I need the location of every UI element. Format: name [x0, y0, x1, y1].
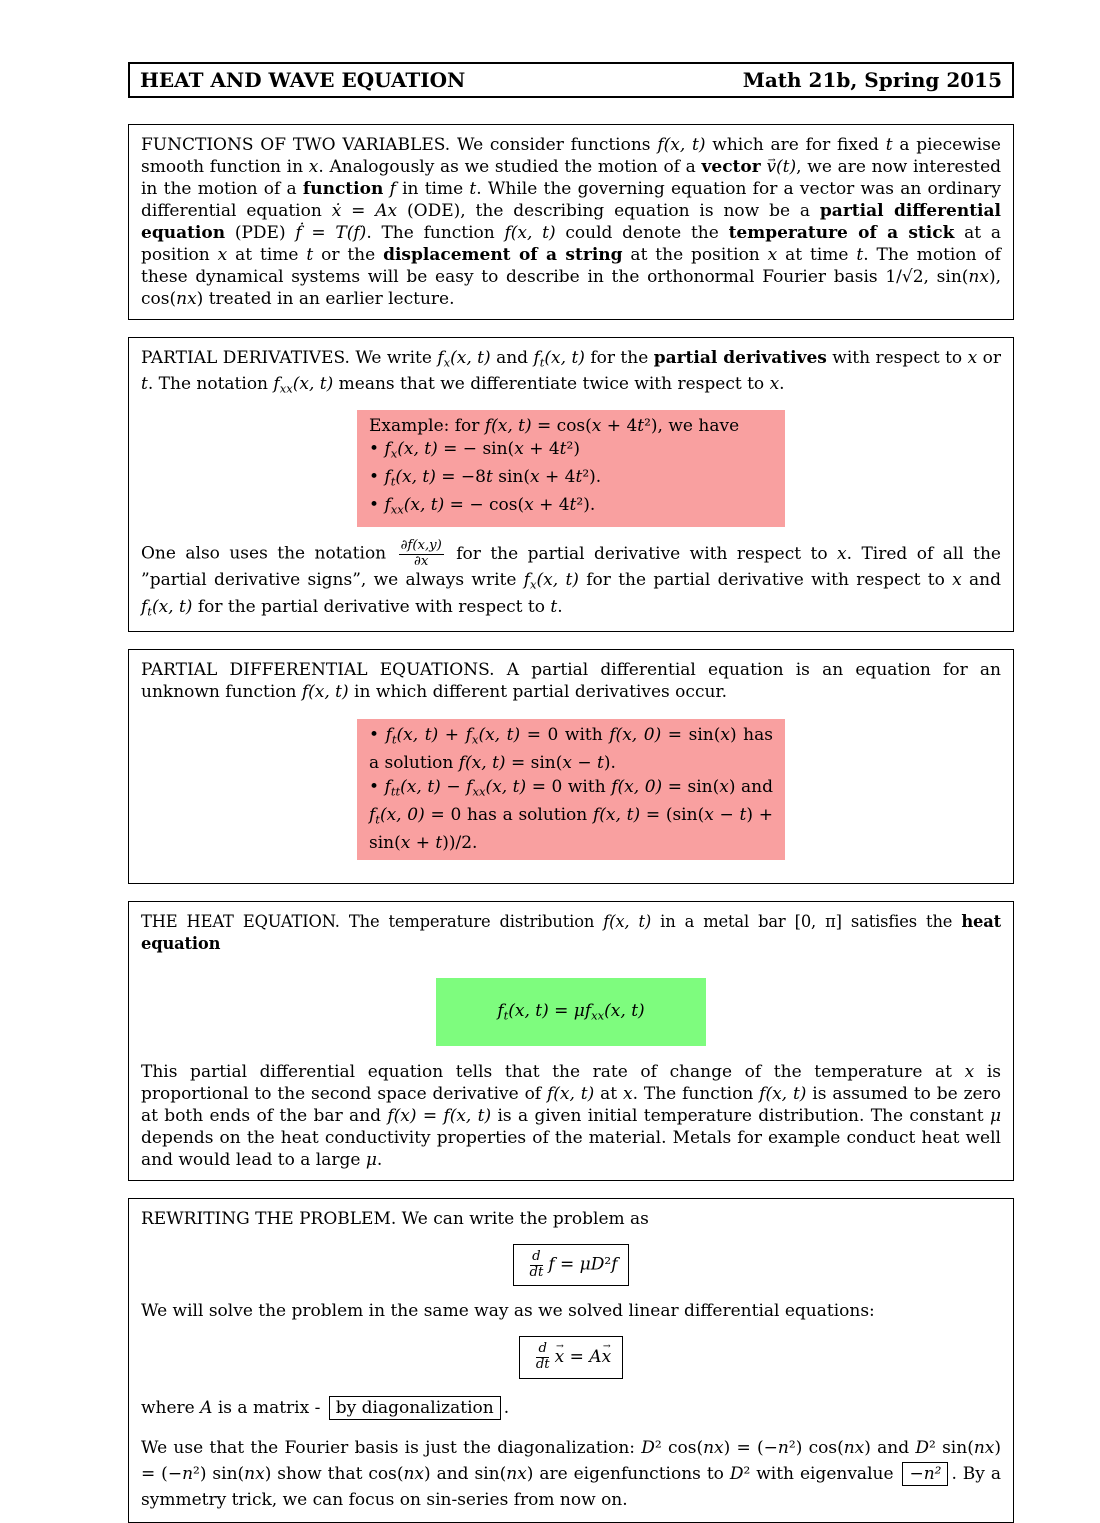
text-run: D	[729, 1463, 744, 1484]
fraction	[534, 1342, 552, 1372]
text-run: by diagonalization	[329, 1396, 501, 1420]
boxed-equation-ddt-x	[519, 1336, 623, 1378]
text-run: t	[141, 374, 148, 395]
text-run: x	[308, 157, 319, 177]
fraction-numerator: ∂f(x,y)	[400, 538, 442, 554]
text-run: (x, t)	[536, 570, 579, 591]
text-run: nx	[244, 1463, 265, 1484]
text-run: x + t	[400, 832, 443, 853]
text-run: x	[443, 355, 451, 370]
text-run: f(x, 0)	[609, 725, 662, 746]
text-run: t	[486, 467, 493, 488]
text-run: x − t	[704, 804, 747, 825]
text-run: We use that the Fourier basis is just the diagonalization:	[141, 1437, 642, 1458]
fraction-denominator: dt	[529, 1264, 544, 1280]
text-run: in which different partial derivatives occur.	[348, 682, 728, 703]
text-run: (x, t)	[151, 596, 193, 617]
page-content	[128, 62, 1014, 1523]
paragraph	[141, 1300, 1001, 1322]
text-run: . Tired of all the ”partial derivative signs”, we always write	[141, 543, 1001, 591]
text-run: This partial differential equation tells that the rate of change of the temperature at	[141, 1062, 965, 1083]
text-run: n	[777, 1437, 789, 1458]
text-run: x	[769, 374, 780, 395]
text-run: ẋ = Ax	[331, 201, 398, 221]
text-run: could denote the	[555, 223, 729, 243]
text-run: xx	[591, 1008, 605, 1023]
text-run: (x, t)	[395, 467, 436, 488]
text-run: nx	[703, 1437, 724, 1458]
text-run: t	[559, 439, 567, 460]
text-run: x	[390, 446, 398, 461]
text-run: x →	[602, 1347, 612, 1367]
text-run: = sin(	[505, 753, 563, 774]
text-run: at time	[227, 245, 307, 265]
example-line	[369, 724, 773, 775]
text-run: partial differential equation	[141, 201, 1001, 243]
fraction-denominator: ∂x	[414, 553, 429, 569]
text-run: f(x, t)	[592, 804, 641, 825]
text-run: ) and	[728, 776, 773, 797]
text-run: x	[837, 543, 847, 564]
text-run: (x, t)	[292, 374, 334, 395]
text-run: μ	[365, 1150, 377, 1171]
text-run: ²)	[566, 439, 580, 460]
text-run: = cos(	[531, 415, 592, 436]
text-run: x	[719, 776, 729, 797]
text-run: = − cos(	[444, 495, 525, 516]
text-run: x	[530, 467, 540, 488]
paragraph	[141, 539, 1001, 622]
fraction-numerator: d	[532, 1249, 541, 1265]
text-run: f	[369, 804, 376, 825]
text-run: •	[369, 439, 385, 460]
example-box-derivatives	[357, 410, 785, 527]
paragraph	[141, 1435, 1001, 1513]
text-run: ²	[604, 1254, 612, 1275]
text-run: .	[557, 596, 563, 617]
text-run: f	[389, 179, 396, 199]
paragraph	[141, 1208, 1001, 1230]
text-run: for the partial derivative with respect to	[192, 596, 551, 617]
text-run: which are for fixed	[705, 135, 886, 155]
text-run: f(x) = f(x, t)	[387, 1106, 492, 1127]
text-run: ) sin(	[199, 1463, 245, 1484]
text-run: for the partial derivative with respect to	[446, 543, 838, 564]
text-run: function	[302, 179, 384, 199]
text-run: + 4	[523, 439, 560, 460]
text-run: with respect to	[826, 348, 968, 368]
text-run: •	[369, 725, 386, 746]
text-run: or the	[313, 245, 384, 265]
text-run: ²	[788, 1437, 796, 1458]
text-run: and	[490, 348, 534, 368]
text-run: t	[637, 415, 645, 436]
section-heat-equation	[128, 901, 1014, 1181]
text-run: t	[575, 467, 583, 488]
text-run: ) = (−	[723, 1437, 778, 1458]
text-run: f	[141, 596, 148, 617]
text-run: (x, t)	[403, 495, 445, 516]
text-run: =	[554, 1254, 580, 1275]
text-run: ), cos(	[141, 267, 1001, 309]
text-run: t	[375, 812, 380, 827]
text-run: f	[533, 348, 540, 368]
text-run: = 0 with	[526, 776, 612, 797]
text-run: (x, t)	[478, 725, 521, 746]
text-run: for the partial derivative with respect to	[578, 570, 953, 591]
heat-equation-highlight	[436, 978, 706, 1046]
heat-equation-formula	[497, 1001, 644, 1022]
text-run: ) + sin(	[369, 804, 773, 853]
text-run: x	[524, 495, 534, 516]
fraction-numerator: d	[538, 1341, 547, 1357]
paragraph	[141, 911, 1001, 955]
text-run: xx	[390, 502, 404, 517]
text-run: x	[964, 1062, 975, 1083]
example-line	[369, 415, 773, 439]
text-run: f(x, t)	[759, 1084, 807, 1105]
text-run: t	[147, 604, 152, 619]
text-run: . The function	[632, 1084, 760, 1105]
text-run: t	[885, 135, 893, 155]
text-run: nx	[403, 1463, 425, 1484]
text-run: f	[437, 348, 444, 368]
text-run: •	[369, 467, 385, 488]
text-run: nx	[968, 267, 989, 287]
display-equation-row	[141, 1336, 1001, 1378]
text-run: f(x, t)	[504, 223, 556, 243]
section-partial-derivatives	[128, 337, 1014, 632]
section-functions-of-two-variables	[128, 124, 1014, 320]
text-run: ²	[929, 1437, 936, 1458]
paragraph	[141, 1395, 1001, 1421]
text-run: ) show that cos(	[264, 1463, 404, 1484]
text-run: . The motion of these dynamical systems will be easy to describe in the orthonormal Fourier basis 1/√2, sin(	[141, 245, 1001, 287]
text-run: (t)	[776, 157, 797, 177]
text-run: (x, t)	[604, 1001, 645, 1022]
text-run: x	[514, 439, 524, 460]
text-run: ²).	[576, 495, 596, 516]
text-run: sin(	[935, 1437, 974, 1458]
text-run: A	[200, 1397, 213, 1418]
text-run: x	[952, 570, 962, 591]
text-run: (x, 0)	[379, 804, 425, 825]
text-run: ))/2.	[442, 832, 478, 853]
text-run: . Analogously as we studied the motion of a	[318, 157, 702, 177]
text-run: nx	[176, 289, 197, 309]
text-run: t	[503, 1008, 509, 1023]
text-run: vector	[701, 157, 761, 177]
fraction	[399, 539, 444, 569]
example-line	[369, 494, 773, 522]
text-run: ²	[193, 1463, 200, 1484]
paragraph	[141, 1061, 1001, 1171]
equation-body	[548, 1255, 617, 1275]
text-run: = sin(	[662, 776, 720, 797]
text-run: ).	[603, 753, 616, 774]
text-run: = 0 has a solution	[424, 804, 593, 825]
text-run: x	[217, 245, 228, 265]
text-run: (x, t)	[544, 348, 585, 368]
text-run: One also uses the notation	[141, 543, 396, 564]
text-run: x	[967, 348, 978, 368]
text-run: ) and sin(	[424, 1463, 507, 1484]
text-run: t	[539, 355, 545, 370]
text-run: + 4	[539, 467, 576, 488]
text-run: ²).	[582, 467, 602, 488]
text-run: for the	[584, 348, 654, 368]
text-run: is a given initial temperature distribution. The constant	[491, 1106, 990, 1127]
text-run: ²	[654, 1437, 662, 1458]
text-run: D	[641, 1437, 655, 1458]
text-run: (ODE), the describing equation is now be a	[397, 201, 820, 221]
text-run: f(x, t)	[547, 1084, 595, 1105]
text-run: f	[523, 570, 531, 591]
text-run: We will solve the problem in the same way as we solved linear differential equations:	[141, 1301, 875, 1322]
text-run: μD	[579, 1254, 605, 1275]
text-run: temperature of a stick	[728, 223, 955, 243]
text-run: =	[564, 1346, 590, 1367]
text-run: and	[961, 570, 1001, 591]
text-run: . The function	[366, 223, 505, 243]
text-run: REWRITING THE PROBLEM. We can write the problem as	[141, 1209, 649, 1230]
text-run: PARTIAL DIFFERENTIAL EQUATIONS. A partial differential equation is an equation for an unknown function	[141, 660, 1001, 703]
boxed-equation-ddt-f	[513, 1244, 630, 1286]
example-line	[369, 438, 773, 466]
text-run: ) = (−	[141, 1437, 1002, 1484]
text-run: at a position	[141, 223, 1001, 265]
paragraph	[141, 659, 1001, 703]
text-run: A	[589, 1346, 602, 1367]
document-title: HEAT AND WAVE EQUATION	[140, 68, 466, 92]
text-run: x	[530, 577, 537, 592]
text-run: D	[915, 1437, 929, 1458]
text-run: f(x, t)	[603, 912, 652, 932]
text-run: ) and	[864, 1437, 916, 1458]
text-run: ) are eigenfunctions to	[526, 1463, 730, 1484]
text-run: = − sin(	[437, 439, 515, 460]
text-run: tt	[390, 784, 401, 799]
text-run: ) cos(	[795, 1437, 844, 1458]
text-run: cos(	[661, 1437, 704, 1458]
text-run: (x, t)	[485, 776, 527, 797]
text-run: v →	[766, 156, 776, 178]
text-run: f	[384, 495, 391, 516]
text-run: . The notation	[147, 374, 274, 395]
text-run: at the position	[622, 245, 768, 265]
text-run: .	[376, 1150, 383, 1171]
text-run: (x, t) + f	[396, 725, 472, 746]
text-segment	[141, 544, 396, 564]
text-run: x	[623, 1084, 633, 1105]
text-run: x	[471, 732, 479, 747]
text-run: a piecewise smooth function in	[141, 135, 1001, 177]
text-run: •	[369, 776, 385, 797]
header-box	[128, 62, 1014, 98]
text-run: −n²	[902, 1462, 948, 1486]
text-run: f(x, 0)	[611, 776, 663, 797]
text-run: (x, t) = μf	[508, 1001, 592, 1022]
text-run: with eigenvalue	[750, 1463, 900, 1484]
text-run: t	[390, 474, 396, 489]
text-run: or	[977, 348, 1001, 368]
text-run: (PDE)	[225, 223, 296, 243]
text-run: μ	[989, 1106, 1001, 1127]
text-run: = (sin(	[640, 804, 705, 825]
text-run: where	[141, 1397, 201, 1418]
text-run: x	[591, 415, 602, 436]
text-run: xx	[472, 784, 486, 799]
text-run: f	[497, 1001, 504, 1022]
text-run: Example: for	[369, 415, 485, 436]
text-run: n	[182, 1463, 194, 1484]
section-partial-differential-equations	[128, 649, 1014, 884]
text-run: f	[611, 1254, 618, 1275]
text-run: f	[384, 467, 391, 488]
text-run: is a matrix -	[212, 1397, 326, 1418]
text-run: f	[384, 776, 391, 797]
text-run: t	[550, 596, 558, 617]
text-run: THE HEAT EQUATION. The temperature distribution	[141, 912, 604, 932]
example-line	[369, 466, 773, 494]
text-run: nx	[506, 1463, 527, 1484]
paragraph	[141, 134, 1001, 310]
text-run: . While the governing equation for a vector was an ordinary differential equation	[141, 179, 1002, 221]
text-run: f	[385, 725, 392, 746]
fraction-denominator: dt	[535, 1356, 550, 1372]
display-equation-row	[141, 1244, 1001, 1286]
text-run: ḟ = T(f)	[295, 223, 367, 243]
text-run: t	[306, 245, 314, 265]
text-run: (x, t)	[397, 439, 438, 460]
text-run: ²	[743, 1463, 751, 1484]
text-run: . By a symmetry trick, we can focus on sin-series from now on.	[141, 1463, 1001, 1510]
fraction	[528, 1250, 546, 1280]
text-run: x →	[555, 1347, 565, 1367]
text-run: (x, t) − f	[400, 776, 473, 797]
text-run: , we are now interested in the motion of a	[141, 157, 1002, 199]
text-run: .	[503, 1397, 510, 1418]
text-run: f	[273, 374, 280, 395]
text-run: sin(	[492, 467, 530, 488]
text-run: in a metal bar [0, π] satisfies the	[651, 912, 962, 932]
text-run: = sin(	[661, 725, 721, 746]
text-run: in time	[395, 179, 470, 199]
text-run: is assumed to be zero at both ends of the bar and	[141, 1084, 1001, 1127]
text-run: means that we differentiate twice with respect to	[333, 374, 770, 395]
text-run: + 4	[533, 495, 570, 516]
text-run: ²), we have	[644, 415, 740, 436]
text-run: f(x, t)	[301, 682, 349, 703]
text-run: x	[720, 725, 730, 746]
text-run: nx	[973, 1437, 995, 1458]
equation-body	[555, 1347, 612, 1367]
text-run: ) has a solution	[369, 725, 773, 774]
text-run: partial derivatives	[653, 348, 827, 368]
paragraph	[141, 347, 1001, 400]
text-run: f	[548, 1254, 555, 1275]
text-run: f(x, t)	[484, 415, 532, 436]
text-run: at time	[777, 245, 857, 265]
text-run: displacement of a string	[383, 245, 623, 265]
text-run: = −8	[435, 467, 486, 488]
text-run: heat equation	[141, 912, 1001, 954]
example-line	[369, 776, 773, 855]
text-run: depends on the heat conductivity properties of the material. Metals for example conduct heat well and would lead to a large	[141, 1128, 1001, 1171]
text-run: FUNCTIONS OF TWO VARIABLES. We consider functions	[141, 135, 658, 155]
text-run: nx	[843, 1437, 865, 1458]
text-run: ) treated in an earlier lecture.	[196, 289, 455, 309]
text-run: f(x, t)	[458, 753, 506, 774]
text-run: at	[594, 1084, 623, 1105]
text-run: f	[384, 439, 391, 460]
example-box-pde	[357, 719, 785, 860]
text-run: t	[391, 732, 397, 747]
text-run: •	[369, 495, 385, 516]
text-run: (x, t)	[450, 348, 491, 368]
course-label: Math 21b, Spring 2015	[742, 68, 1002, 92]
text-run: xx	[279, 381, 293, 396]
text-run: t	[569, 495, 577, 516]
text-run: .	[779, 374, 785, 395]
text-run: t	[856, 245, 864, 265]
text-run: + 4	[601, 415, 638, 436]
section-rewriting-the-problem	[128, 1198, 1014, 1522]
text-run: = 0 with	[520, 725, 610, 746]
text-run: f(x, t)	[657, 135, 706, 155]
text-run: x − t	[562, 753, 604, 774]
text-run: PARTIAL DERIVATIVES. We write	[141, 348, 438, 368]
text-run: is proportional to the second space derivative of	[141, 1062, 1001, 1105]
text-run: t	[469, 179, 477, 199]
text-run: x	[767, 245, 778, 265]
